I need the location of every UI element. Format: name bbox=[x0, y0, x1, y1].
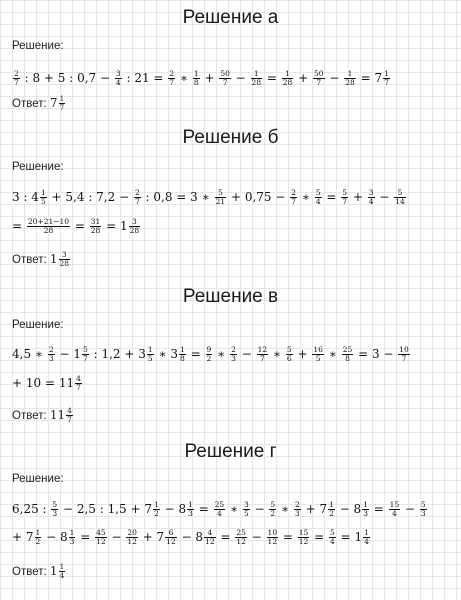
fraction-denominator: 12 bbox=[166, 537, 176, 546]
fraction bbox=[134, 189, 141, 206]
fraction bbox=[312, 346, 324, 363]
fraction-denominator: 4 bbox=[115, 78, 121, 87]
fraction bbox=[257, 346, 269, 363]
fraction-numerator: 5 bbox=[342, 188, 348, 197]
fraction-numerator: 50 bbox=[220, 69, 230, 78]
fraction-numerator: 1 bbox=[59, 562, 65, 571]
fraction-denominator: 3 bbox=[69, 537, 75, 546]
fraction-numerator: 1 bbox=[384, 69, 389, 78]
fraction-numerator: 3 bbox=[115, 69, 121, 78]
fraction-numerator: 1 bbox=[193, 69, 199, 78]
fraction-numerator: 1 bbox=[40, 188, 46, 197]
fraction-denominator: 5 bbox=[40, 197, 46, 206]
answer-label: Ответ: bbox=[12, 566, 47, 578]
solution-label: Решение: bbox=[12, 161, 64, 173]
fraction-denominator: 3 bbox=[52, 509, 58, 518]
fraction-denominator: 7 bbox=[14, 78, 19, 87]
fraction-numerator: 3 bbox=[368, 188, 374, 197]
fraction-denominator: 12 bbox=[298, 537, 309, 546]
fraction-denominator: 4 bbox=[216, 509, 222, 518]
fraction bbox=[251, 70, 263, 87]
math-line: + 7 $\frac{1}{2}$ − 8 $\frac{1}{3}$ = $\frac{45}{12}$ − $\frac{20}{12}$ + 7 $\frac{6}{12}$ − 8 $\frac{4}{12}$ = $\frac{25}{12}$ − $\frac{10}{12}$ = $\frac{15}{12}$ = $\frac{5}{4}$ = 1 $\frac{1}{4}$ bbox=[12, 528, 369, 546]
fraction bbox=[290, 189, 297, 206]
fraction bbox=[27, 218, 70, 235]
fraction bbox=[193, 70, 200, 87]
fraction-numerator: 1 bbox=[251, 70, 263, 79]
fraction-numerator: 1 bbox=[364, 528, 369, 537]
fraction-numerator: 3 bbox=[243, 500, 249, 509]
fraction-numerator: 20 bbox=[127, 528, 137, 537]
fraction-numerator: 1 bbox=[180, 345, 185, 354]
fraction bbox=[59, 251, 71, 268]
fraction bbox=[342, 346, 354, 363]
fraction-denominator: 3 bbox=[188, 509, 193, 518]
fraction-denominator: 8 bbox=[180, 354, 185, 363]
fraction-numerator: 1 bbox=[282, 70, 294, 79]
fraction-numerator: 2 bbox=[169, 69, 175, 78]
fraction-numerator: 4 bbox=[76, 374, 81, 383]
fraction-denominator: 12 bbox=[267, 537, 278, 546]
fraction-denominator: 14 bbox=[395, 197, 405, 206]
fraction-numerator: 2 bbox=[291, 188, 297, 197]
fraction bbox=[286, 346, 293, 363]
fraction-denominator: 2 bbox=[270, 509, 276, 518]
fraction-denominator: 7 bbox=[82, 354, 88, 363]
fraction bbox=[344, 70, 356, 87]
fraction bbox=[235, 529, 247, 546]
fraction-numerator: 1 bbox=[154, 500, 159, 509]
fraction bbox=[398, 346, 410, 363]
fraction bbox=[394, 189, 406, 206]
fraction-denominator: 3 bbox=[294, 509, 300, 518]
fraction-numerator: 15 bbox=[298, 528, 309, 537]
fraction-denominator: 3 bbox=[231, 354, 236, 363]
fraction bbox=[230, 346, 237, 363]
fraction-numerator: 5 bbox=[394, 189, 406, 198]
answer-label: Ответ: bbox=[12, 98, 47, 110]
fraction-numerator: 1 bbox=[69, 528, 75, 537]
fraction-numerator: 9 bbox=[206, 345, 212, 354]
fraction bbox=[95, 529, 107, 546]
fraction-denominator: 2 bbox=[154, 509, 159, 518]
fraction-numerator: 2 bbox=[134, 188, 140, 197]
fraction-numerator: 6 bbox=[165, 529, 177, 538]
fraction-numerator: 5 bbox=[286, 345, 292, 354]
fraction-numerator: 5 bbox=[52, 500, 58, 509]
fraction-numerator: 1 bbox=[363, 500, 368, 509]
answer-label: Ответ: bbox=[12, 254, 47, 266]
fraction bbox=[168, 70, 175, 87]
fraction-denominator: 7 bbox=[259, 354, 265, 363]
fraction-denominator: 8 bbox=[345, 354, 350, 363]
fraction bbox=[153, 501, 160, 518]
fraction-denominator: 7 bbox=[169, 78, 175, 87]
fraction-denominator: 6 bbox=[286, 354, 292, 363]
fraction bbox=[383, 70, 390, 87]
fraction bbox=[363, 529, 370, 546]
fraction-numerator: 1 bbox=[188, 500, 193, 509]
fraction-denominator: 5 bbox=[315, 354, 321, 363]
fraction-denominator: 4 bbox=[368, 197, 374, 206]
fraction bbox=[215, 189, 227, 206]
math-line: 4,5 ∗ $\frac{2}{3}$ − 1 $\frac{5}{7}$ : 1,2 + 3 $\frac{1}{5}$ ∗ 3 $\frac{1}{8}$ = $\frac{9}{2}$ ∗ $\frac{2}{3}$ − $\frac{12}{7}$ ∗ $\frac{5}{6}$ + $\frac{16}{5}$ ∗ $\frac{25}{8}$ = 3 − $\frac{10}{7}$ bbox=[12, 345, 409, 363]
fraction-numerator: 1 bbox=[147, 345, 153, 354]
fraction bbox=[129, 218, 141, 235]
fraction-denominator: 7 bbox=[401, 354, 407, 363]
fraction-numerator: 16 bbox=[313, 345, 323, 354]
fraction-denominator: 7 bbox=[67, 415, 72, 424]
fraction bbox=[59, 95, 66, 112]
fraction-numerator: 4 bbox=[204, 529, 216, 538]
fraction-denominator: 3 bbox=[48, 354, 54, 363]
fraction-numerator: 15 bbox=[389, 500, 400, 509]
fraction-denominator: 4 bbox=[315, 197, 321, 206]
fraction bbox=[420, 501, 427, 518]
fraction bbox=[126, 529, 138, 546]
fraction bbox=[267, 529, 279, 546]
answer-value: 7 $\frac{1}{7}$ bbox=[49, 94, 65, 112]
fraction-numerator: 25 bbox=[342, 345, 353, 354]
math-line: $\frac{2}{7}$ : 8 + 5 : 0,7 − $\frac{3}{4}$ : 21 = $\frac{2}{7}$ ∗ $\frac{1}{8}$ + $\frac{50}{7}$ − $\frac{1}{28}$ = $\frac{1}{28}$ + $\frac{50}{7}$ − $\frac{1}{28}$ = 7 $\frac{1}{7}$ bbox=[14, 69, 389, 87]
answer-row bbox=[12, 563, 66, 580]
fraction-denominator: 2 bbox=[206, 354, 212, 363]
fraction-numerator: 20+21−10 bbox=[27, 217, 70, 226]
answer-row bbox=[12, 95, 66, 112]
math-line: 3 : 4 $\frac{1}{5}$ + 5,4 : 7,2 − $\frac{2}{7}$ : 0,8 = 3 ∗ $\frac{5}{21}$ + 0,75 − $\frac{2}{7}$ ∗ $\frac{5}{4}$ = $\frac{5}{7}$ + $\frac{3}{4}$ − $\frac{5}{14}$ bbox=[12, 188, 405, 206]
answer-value: 11 $\frac{4}{7}$ bbox=[49, 406, 72, 424]
fraction-denominator: 28 bbox=[90, 226, 101, 235]
fraction bbox=[147, 346, 154, 363]
block-title: Решение г bbox=[184, 441, 277, 462]
fraction-numerator: 2 bbox=[294, 500, 300, 509]
fraction-denominator: 3 bbox=[363, 509, 368, 518]
fraction-numerator: 3 bbox=[59, 251, 71, 260]
math-line: = $\frac{20+21-10}{28}$ = $\frac{31}{28}$ = 1 $\frac{3}{28}$ bbox=[12, 217, 140, 235]
fraction bbox=[204, 529, 216, 546]
solution-label: Решение: bbox=[12, 473, 64, 485]
fraction bbox=[75, 375, 82, 392]
fraction bbox=[341, 189, 348, 206]
fraction-denominator: 12 bbox=[236, 537, 246, 546]
fraction bbox=[35, 529, 42, 546]
fraction-numerator: 1 bbox=[329, 500, 334, 509]
fraction bbox=[115, 70, 122, 87]
fraction-denominator: 21 bbox=[215, 197, 226, 206]
fraction-denominator: 28 bbox=[251, 78, 262, 87]
fraction bbox=[40, 189, 47, 206]
fraction bbox=[329, 529, 336, 546]
fraction-denominator: 2 bbox=[35, 537, 41, 546]
solution-label: Решение: bbox=[12, 40, 64, 52]
fraction-numerator: 1 bbox=[59, 94, 65, 103]
fraction-numerator: 5 bbox=[82, 345, 88, 354]
fraction-numerator: 5 bbox=[315, 188, 321, 197]
fraction-denominator: 28 bbox=[345, 78, 355, 87]
math-line: 6,25 : $\frac{5}{3}$ − 2,5 : 1,5 + 7 $\frac{1}{2}$ − 8 $\frac{1}{3}$ = $\frac{25}{4}$ ∗ $\frac{3}{5}$ − $\frac{5}{2}$ ∗ $\frac{2}{3}$ + 7 $\frac{1}{2}$ − 8 $\frac{1}{3}$ = $\frac{15}{4}$ − $\frac{5}{3}$ bbox=[12, 500, 426, 518]
fraction-denominator: 4 bbox=[392, 509, 397, 518]
fraction bbox=[368, 189, 375, 206]
fraction-denominator: 7 bbox=[134, 197, 140, 206]
fraction-numerator: 45 bbox=[96, 528, 106, 537]
fraction bbox=[66, 407, 73, 424]
fraction-numerator: 31 bbox=[90, 217, 101, 226]
fraction-numerator: 4 bbox=[67, 406, 72, 415]
fraction-numerator: 12 bbox=[257, 345, 268, 354]
fraction-denominator: 5 bbox=[147, 354, 153, 363]
fraction-denominator: 28 bbox=[129, 226, 140, 235]
fraction bbox=[219, 70, 231, 87]
fraction-numerator: 5 bbox=[215, 189, 227, 198]
fraction bbox=[214, 501, 226, 518]
fraction bbox=[282, 70, 294, 87]
fraction-denominator: 12 bbox=[127, 537, 137, 546]
fraction-numerator: 5 bbox=[420, 500, 426, 509]
solution-label: Решение: bbox=[12, 319, 64, 331]
fraction-numerator: 1 bbox=[35, 528, 41, 537]
fraction-numerator: 10 bbox=[267, 528, 278, 537]
fraction-numerator: 5 bbox=[330, 528, 335, 537]
fraction bbox=[90, 218, 102, 235]
fraction-denominator: 7 bbox=[342, 197, 348, 206]
fraction-denominator: 12 bbox=[205, 537, 215, 546]
fraction-denominator: 28 bbox=[282, 78, 293, 87]
block-title: Решение в bbox=[182, 286, 279, 307]
fraction bbox=[48, 346, 55, 363]
fraction bbox=[269, 501, 276, 518]
answer-label: Ответ: bbox=[12, 410, 47, 422]
fraction bbox=[206, 346, 213, 363]
fraction-numerator: 2 bbox=[14, 69, 19, 78]
fraction bbox=[59, 563, 66, 580]
fraction-numerator: 2 bbox=[231, 345, 236, 354]
fraction-numerator: 3 bbox=[129, 218, 141, 227]
fraction bbox=[69, 529, 76, 546]
fraction-denominator: 7 bbox=[222, 78, 228, 87]
fraction-numerator: 1 bbox=[344, 70, 356, 79]
fraction-numerator: 25 bbox=[214, 500, 225, 509]
fraction bbox=[82, 346, 89, 363]
fraction bbox=[13, 70, 20, 87]
block-title: Решение б bbox=[182, 127, 279, 148]
fraction bbox=[328, 501, 335, 518]
fraction-denominator: 4 bbox=[330, 537, 335, 546]
fraction-denominator: 7 bbox=[291, 197, 297, 206]
fraction-denominator: 5 bbox=[243, 509, 249, 518]
answer-value: 1 $\frac{1}{4}$ bbox=[49, 562, 65, 580]
fraction-denominator: 4 bbox=[59, 571, 65, 580]
fraction-denominator: 2 bbox=[329, 509, 334, 518]
fraction-numerator: 5 bbox=[270, 500, 276, 509]
math-line: + 10 = 11 $\frac{4}{7}$ bbox=[12, 374, 81, 392]
fraction-denominator: 3 bbox=[420, 509, 426, 518]
fraction-denominator: 4 bbox=[364, 537, 369, 546]
fraction-denominator: 7 bbox=[384, 78, 389, 87]
fraction-denominator: 7 bbox=[59, 103, 65, 112]
fraction bbox=[51, 501, 58, 518]
fraction-numerator: 50 bbox=[314, 69, 324, 78]
fraction bbox=[165, 529, 177, 546]
fraction-denominator: 28 bbox=[59, 259, 70, 268]
fraction bbox=[294, 501, 301, 518]
fraction bbox=[389, 501, 401, 518]
fraction-denominator: 7 bbox=[316, 78, 322, 87]
fraction-numerator: 25 bbox=[236, 528, 246, 537]
fraction bbox=[313, 70, 325, 87]
answer-row bbox=[12, 407, 74, 424]
fraction-numerator: 10 bbox=[399, 345, 409, 354]
fraction-numerator: 2 bbox=[48, 345, 54, 354]
fraction-denominator: 8 bbox=[193, 78, 199, 87]
fraction bbox=[179, 346, 186, 363]
fraction bbox=[315, 189, 322, 206]
fraction-denominator: 12 bbox=[96, 537, 106, 546]
fraction-denominator: 28 bbox=[43, 226, 54, 235]
fraction bbox=[362, 501, 369, 518]
answer-value: 1 $\frac{3}{28}$ bbox=[49, 250, 70, 268]
block-title: Решение а bbox=[182, 7, 279, 28]
fraction bbox=[298, 529, 310, 546]
answer-row bbox=[12, 251, 71, 268]
fraction bbox=[187, 501, 194, 518]
fraction-denominator: 7 bbox=[76, 383, 81, 392]
fraction bbox=[243, 501, 250, 518]
